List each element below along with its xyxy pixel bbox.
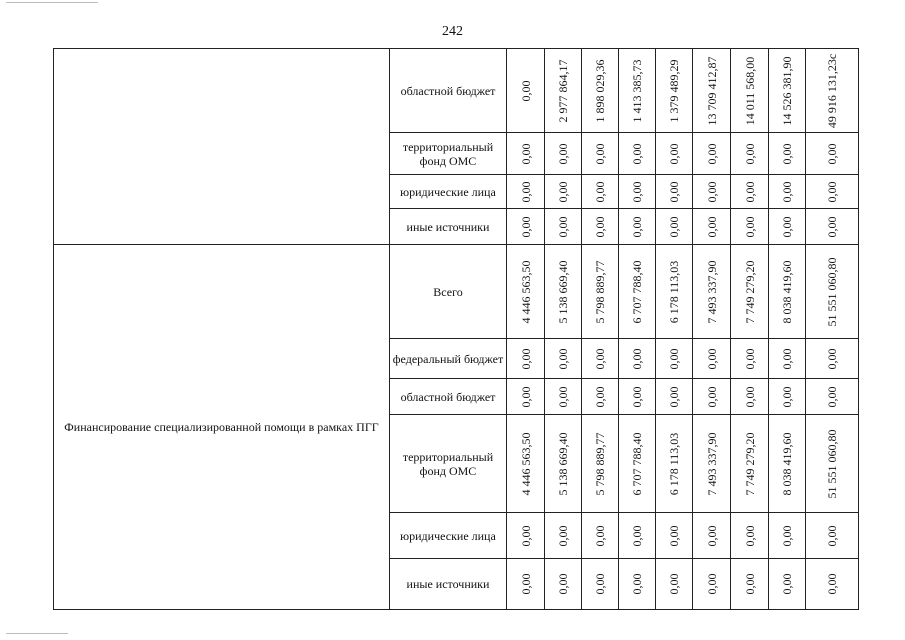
value-cell [619,49,656,133]
value-text: 0,00 [667,181,681,202]
value-text: 0,00 [825,348,839,369]
value-cell [731,513,769,559]
value-cell [656,49,693,133]
value-cell [656,133,693,175]
value-cell [507,133,545,175]
value-text: 0,00 [667,386,681,407]
value-text: 0,00 [704,216,719,237]
value-cell [769,175,806,209]
value-cell [545,559,582,610]
value-text: 0,00 [518,573,533,595]
value-cell [507,559,545,610]
value-text: 0,00 [667,348,681,369]
value-cell [582,339,619,379]
value-text: 0,00 [518,80,533,101]
value-text: 7 749 279,20 [742,432,757,495]
program-title-cell: Финансирование специализированной помощи в рамках ПГГ [54,245,390,610]
value-text: 7 493 337,90 [704,260,719,323]
value-cell [806,49,859,133]
value-text: 0,00 [593,525,607,546]
value-cell [731,209,769,245]
value-cell [656,415,693,513]
financing-table [53,48,859,610]
value-cell [619,559,656,610]
value-text: 0,00 [742,525,757,546]
value-cell [693,245,731,339]
value-text: 0,00 [704,525,719,546]
value-cell [619,415,656,513]
value-cell [545,379,582,415]
value-text: 0,00 [780,143,794,164]
value-text: 1 413 385,73 [630,59,644,122]
value-cell [769,49,806,133]
value-cell [806,415,859,513]
value-text: 5 138 669,40 [556,432,570,495]
value-text: 0,00 [825,573,839,595]
value-text: 0,00 [518,143,533,164]
value-cell [545,415,582,513]
value-text: 7 493 337,90 [704,432,719,495]
value-text: 0,00 [518,386,533,407]
value-text: 4 446 563,50 [518,260,533,323]
table-body [54,49,859,610]
value-cell [619,245,656,339]
value-text: 0,00 [630,525,644,546]
value-cell [806,339,859,379]
value-text: 6 707 788,40 [630,260,644,323]
value-text: 13 709 412,87 [704,56,719,125]
value-cell [545,513,582,559]
value-cell [507,415,545,513]
value-text: 2 977 864,17 [556,59,570,122]
value-text: 0,00 [667,143,681,164]
value-text: 14 526 381,90 [780,56,794,125]
value-cell [769,133,806,175]
value-text: 0,00 [556,573,570,595]
value-text: 5 798 889,77 [593,260,607,323]
value-cell [693,175,731,209]
value-cell [769,209,806,245]
value-text: 0,00 [518,348,533,369]
value-cell [582,175,619,209]
value-text: 0,00 [556,386,570,407]
value-cell [619,133,656,175]
value-cell [582,513,619,559]
value-cell [731,175,769,209]
value-cell [507,175,545,209]
value-text: 0,00 [825,525,839,546]
value-cell [693,559,731,610]
value-cell [619,175,656,209]
value-text: 1 379 489,29 [667,59,681,122]
value-text: 0,00 [630,573,644,595]
funding-source-label: иные источники [390,209,507,245]
value-text: 0,00 [780,181,794,202]
value-text: 0,00 [825,216,839,237]
value-cell [545,133,582,175]
value-text: 0,00 [704,573,719,595]
value-cell [731,415,769,513]
value-cell [545,175,582,209]
value-cell [693,415,731,513]
value-cell [731,49,769,133]
funding-source-label: территориальный фонд ОМС [390,133,507,175]
funding-source-label: территориальный фонд ОМС [390,415,507,513]
value-text: 0,00 [630,181,644,202]
value-cell [656,379,693,415]
value-text: 0,00 [704,386,719,407]
value-text: 0,00 [825,143,839,164]
value-text: 0,00 [667,525,681,546]
value-cell [582,245,619,339]
value-cell [693,513,731,559]
funding-source-label: юридические лица [390,175,507,209]
value-cell [582,379,619,415]
value-text: 0,00 [593,573,607,595]
value-text: 1 898 029,36 [593,59,607,122]
value-text: 0,00 [630,386,644,407]
value-cell [582,559,619,610]
funding-source-label: областной бюджет [390,379,507,415]
value-text: 0,00 [704,143,719,164]
table-row [54,245,859,339]
scan-artifact [6,633,68,634]
value-text: 0,00 [780,573,794,595]
value-cell [656,559,693,610]
value-cell [507,379,545,415]
value-cell [656,339,693,379]
value-text: 5 798 889,77 [593,432,607,495]
value-text: 4 446 563,50 [518,432,533,495]
value-text: 14 011 568,00 [742,56,757,125]
value-cell [507,513,545,559]
value-cell [769,245,806,339]
value-text: 0,00 [742,181,757,202]
value-text: 0,00 [518,525,533,546]
value-cell [656,175,693,209]
value-text: 0,00 [556,348,570,369]
value-text: 5 138 669,40 [556,260,570,323]
value-text: 0,00 [593,143,607,164]
value-text: 0,00 [556,143,570,164]
value-cell [731,379,769,415]
value-cell [582,49,619,133]
value-cell [693,379,731,415]
value-text: 0,00 [556,181,570,202]
value-cell [769,379,806,415]
value-cell [507,245,545,339]
value-text: 6 178 113,03 [667,260,681,323]
value-text: 0,00 [556,216,570,237]
value-text: 0,00 [825,181,839,202]
value-cell [656,245,693,339]
value-text: 0,00 [742,348,757,369]
value-cell [545,339,582,379]
scan-artifact [6,2,98,3]
value-cell [731,339,769,379]
value-text: 0,00 [780,525,794,546]
value-cell [507,339,545,379]
funding-source-label: областной бюджет [390,49,507,133]
value-cell [619,339,656,379]
value-text: 0,00 [593,181,607,202]
value-cell [619,513,656,559]
program-title-cell [54,49,390,245]
value-text: 0,00 [556,525,570,546]
value-text: 0,00 [780,386,794,407]
funding-source-label: Всего [390,245,507,339]
value-text: 0,00 [742,216,757,237]
value-text: 6 707 788,40 [630,432,644,495]
value-text: 0,00 [630,216,644,237]
value-text: 0,00 [742,386,757,407]
value-cell [806,209,859,245]
table-row [54,49,859,133]
value-text: 0,00 [630,143,644,164]
funding-source-label: иные источники [390,559,507,610]
funding-source-label: юридические лица [390,513,507,559]
value-text: 0,00 [704,181,719,202]
value-text: 0,00 [593,348,607,369]
value-text: 0,00 [704,348,719,369]
value-cell [693,339,731,379]
value-cell [769,339,806,379]
value-cell [507,49,545,133]
value-text: 0,00 [518,216,533,237]
value-text: 0,00 [825,386,839,407]
value-text: 49 916 131,23с [825,53,839,128]
value-cell [656,513,693,559]
value-cell [656,209,693,245]
value-cell [545,245,582,339]
value-text: 0,00 [742,143,757,164]
value-text: 0,00 [780,216,794,237]
value-text: 0,00 [593,386,607,407]
value-text: 51 551 060,80 [825,257,839,326]
value-cell [806,175,859,209]
value-cell [693,133,731,175]
value-text: 0,00 [518,181,533,202]
value-text: 0,00 [593,216,607,237]
value-cell [806,379,859,415]
value-text: 8 038 419,60 [780,260,794,323]
value-text: 7 749 279,20 [742,260,757,323]
value-text: 0,00 [667,216,681,237]
value-cell [731,559,769,610]
value-cell [693,49,731,133]
value-cell [806,513,859,559]
value-cell [619,379,656,415]
value-cell [693,209,731,245]
value-cell [582,133,619,175]
value-cell [545,49,582,133]
page-number: 242 [442,24,463,39]
value-text: 0,00 [742,573,757,595]
funding-source-label: федеральный бюджет [390,339,507,379]
value-cell [731,245,769,339]
value-cell [545,209,582,245]
value-text: 51 551 060,80 [825,429,839,498]
value-cell [769,415,806,513]
value-cell [507,209,545,245]
value-text: 0,00 [667,573,681,595]
value-text: 6 178 113,03 [667,432,681,495]
value-cell [731,133,769,175]
value-text: 0,00 [780,348,794,369]
value-cell [582,415,619,513]
value-cell [619,209,656,245]
value-cell [806,133,859,175]
value-cell [769,559,806,610]
value-text: 0,00 [630,348,644,369]
value-text: 8 038 419,60 [780,432,794,495]
value-cell [806,245,859,339]
value-cell [769,513,806,559]
value-cell [806,559,859,610]
value-cell [582,209,619,245]
